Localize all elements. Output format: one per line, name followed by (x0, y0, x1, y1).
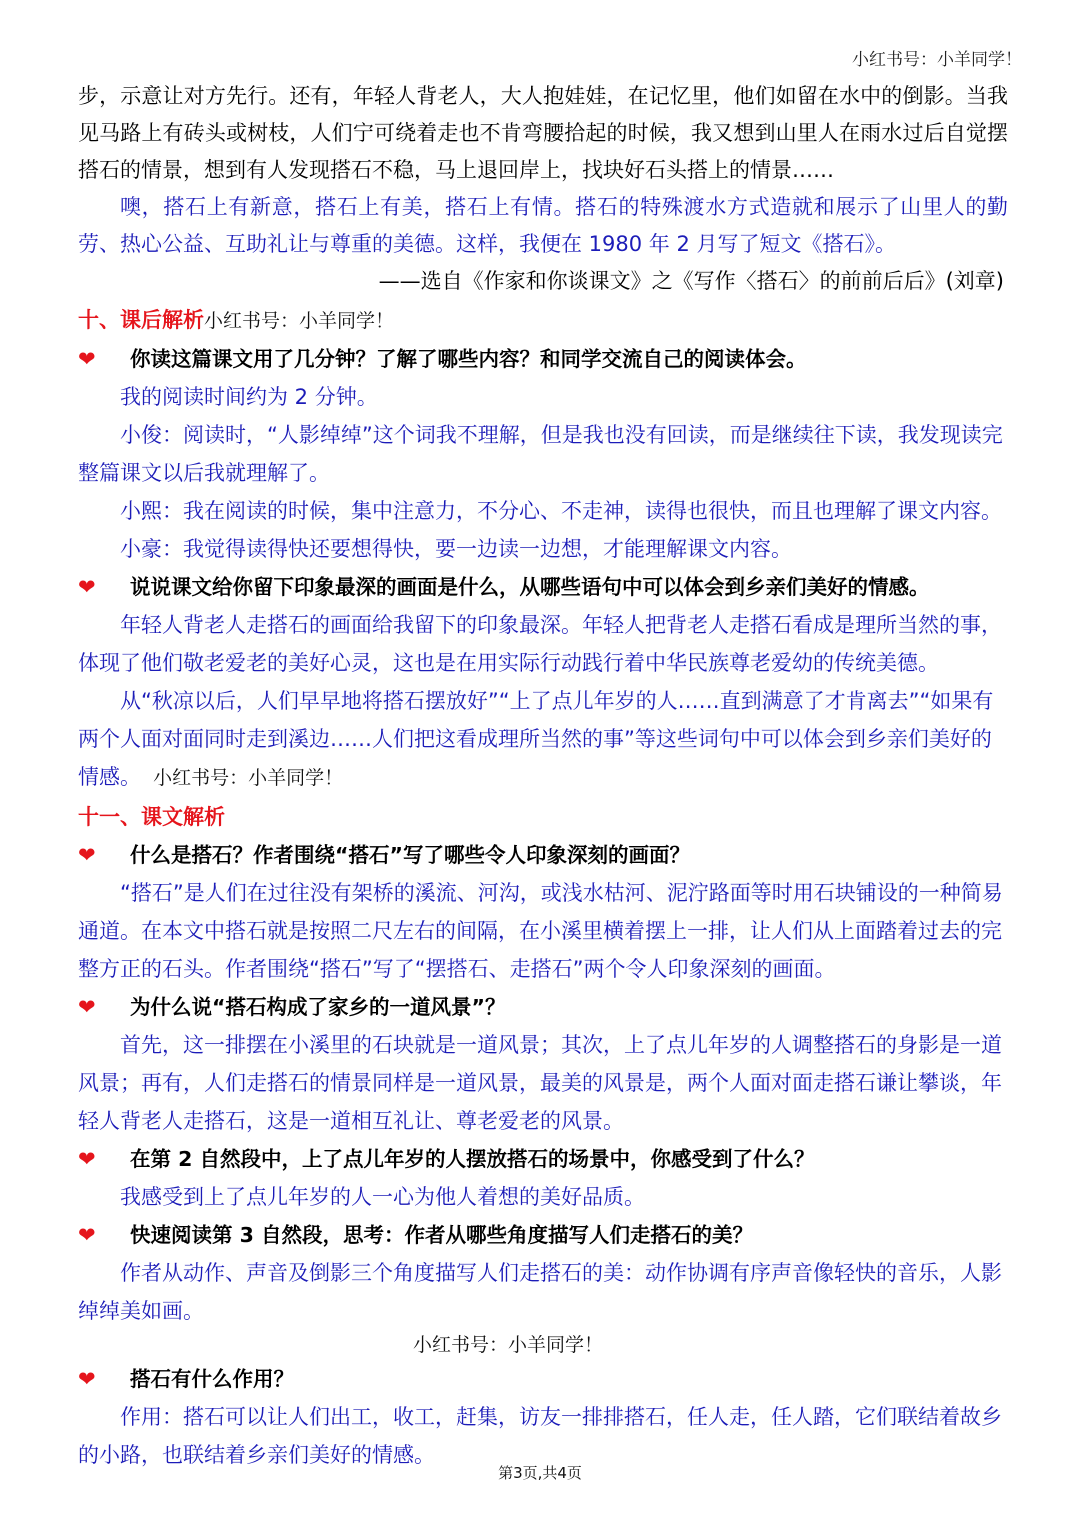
source-citation: ——选自《作家和你谈课文》之《写作〈搭石〉的前前后后》(刘章) (378, 269, 1004, 293)
answer: 作者从动作、声音及倒影三个角度描写人们走搭石的美：动作协调有序声音像轻快的音乐，人影绰绰美如画。 (78, 1261, 1002, 1323)
heart-icon: ❤ (78, 575, 96, 599)
watermark-inline: 小红书号：小羊同学！ (204, 310, 395, 332)
heart-icon: ❤ (78, 995, 96, 1019)
answer: 小熙：我在阅读的时候，集中注意力，不分心、不走神，读得也很快，而且也理解了课文内容。 (120, 499, 1002, 523)
question (78, 1140, 1008, 1178)
heart-icon: ❤ (78, 1223, 96, 1247)
question-text: 说说课文给你留下印象最深的画面是什么，从哪些语句中可以体会到乡亲们美好的情感。 (130, 575, 930, 599)
heart-icon: ❤ (78, 1367, 96, 1391)
answer: 我的阅读时间约为 2 分钟。 (120, 385, 378, 409)
question-text: 在第 2 自然段中，上了点儿年岁的人摆放搭石的场景中，你感受到了什么？ (130, 1147, 815, 1171)
heart-icon: ❤ (78, 843, 96, 867)
intro-conclusion: 噢，搭石上有新意，搭石上有美，搭石上有情。搭石的特殊渡水方式造就和展示了山里人的勤劳、热心公益、互助礼让与尊重的美德。这样，我便在 1980 年 2 月写了短文《搭石》。 (78, 195, 1008, 256)
watermark-center: 小红书号：小羊同学！ (412, 1334, 603, 1356)
question (78, 836, 1008, 874)
page-number: 第3页,共4页 (498, 1464, 582, 1482)
question (78, 1216, 1008, 1254)
answer: 小豪：我觉得读得快还要想得快，要一边读一边想，才能理解课文内容。 (120, 537, 792, 561)
heart-icon: ❤ (78, 1147, 96, 1171)
question (78, 568, 1008, 606)
watermark-inline: 小红书号：小羊同学！ (153, 767, 344, 789)
answer: 我感受到上了点儿年岁的人一心为他人着想的美好品质。 (120, 1185, 645, 1209)
section-title: 十、课后解析 (78, 308, 204, 332)
answer: 年轻人背老人走搭石的画面给我留下的印象最深。年轻人把背老人走搭石看成是理所当然的事，体现了他们敬老爱老的美好心灵，这也是在用实际行动践行着中华民族尊老爱幼的传统美德。 (78, 613, 1002, 675)
intro-paragraph: 步，示意让对方先行。还有，年轻人背老人，大人抱娃娃，在记忆里，他们如留在水中的倒影。当我见马路上有砖头或树枝，人们宁可绕着走也不肯弯腰拾起的时候，我又想到山里人在雨水过后自觉摆搭石的情景，想到有人发现搭石不稳，马上退回岸上，找块好石头搭上的情景…… (78, 84, 1008, 182)
answer: “搭石”是人们在过往没有架桥的溪流、河沟，或浅水枯河、泥泞路面等时用石块铺设的一种简易通道。在本文中搭石就是按照二尺左右的间隔，在小溪里横着摆上一排，让人们从上面踏着过去的完整方正的石头。作者围绕“搭石”写了“摆搭石、走搭石”两个令人印象深刻的画面。 (78, 881, 1003, 981)
answer: 小俊：阅读时，“人影绰绰”这个词我不理解，但是我也没有回读，而是继续往下读，我发现读完整篇课文以后我就理解了。 (78, 423, 1003, 485)
content (78, 78, 1008, 1474)
section-heading-11: 十一、课文解析 (78, 805, 225, 829)
question-text: 搭石有什么作用？ (130, 1367, 294, 1391)
question-text: 你读这篇课文用了几分钟？了解了哪些内容？和同学交流自己的阅读体会。 (130, 347, 807, 371)
question-text: 快速阅读第 3 自然段，思考：作者从哪些角度描写人们走搭石的美？ (130, 1223, 754, 1247)
question (78, 988, 1008, 1026)
answer-text: 从“秋凉以后，人们早早地将搭石摆放好”“上了点儿年岁的人……直到满意了才肯离去”“如果有两个人面对面同时走到溪边……人们把这看成理所当然的事”等这些词句中可以体会到乡亲们美好的情感。 (78, 689, 994, 789)
answer (78, 682, 1008, 797)
question-text: 什么是搭石？作者围绕“搭石”写了哪些令人印象深刻的画面？ (130, 843, 690, 867)
answer: 首先，这一排摆在小溪里的石块就是一道风景；其次，上了点儿年岁的人调整搭石的身影是一道风景；再有，人们走搭石的情景同样是一道风景，最美的风景是，两个人面对面走搭石谦让攀谈，年轻人背老人走搭石，这是一道相互礼让、尊老爱老的风景。 (78, 1033, 1002, 1133)
question-text: 为什么说“搭石构成了家乡的一道风景”？ (130, 995, 506, 1019)
question (78, 1360, 1008, 1398)
question (78, 340, 1008, 378)
section-heading-10 (78, 301, 1008, 340)
watermark-top: 小红书号：小羊同学！ (852, 50, 1022, 70)
answer: 作用：搭石可以让人们出工，收工，赶集，访友一排排搭石，任人走，任人踏，它们联结着故乡的小路，也联结着乡亲们美好的情感。 (78, 1405, 1002, 1467)
heart-icon: ❤ (78, 347, 96, 371)
